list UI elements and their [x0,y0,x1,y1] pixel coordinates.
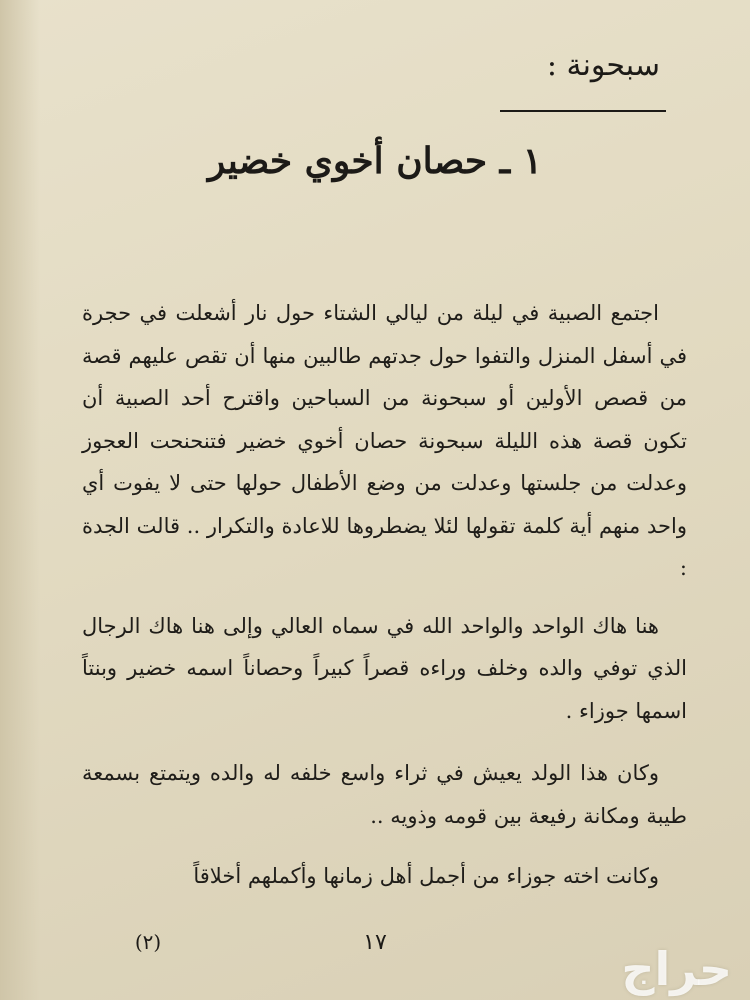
paragraph: هنا هاك الواحد والواحد الله في سماه العالي وإلى هنا هاك الرجال الذي توفي والده وخلف وراءه قصراً كبيراً وحصاناً اسمه خضير وبنتاً اسمها جوزاء . [82,613,687,723]
paragraph: وكانت اخته جوزاء من أجمل أهل زمانها وأكملهم أخلاقاً [193,864,659,888]
paragraph: اجتمع الصبية في ليلة من ليالي الشتاء حول نار أشعلت في حجرة في أسفل المنزل والتفوا حول جدتهم طالبين منها أن تقص عليهم قصة من قصص الأولين أو سبحونة من السباحين واقترح أحد الصبية أن تكون قصة هذه الليلة سبحونة حصان أخوي خضير فتنحنحت العجوز وعدلت من جلستها وعدلت من وضع الأطفال حولها حتى لا يفوت أي واحد منهم أية كلمة تقولها لئلا يضطروها للاعادة والتكرار .. قالت الجدة : [82,301,687,580]
paragraph: وكان هذا الولد يعيش في ثراء واسع خلفه له والده ويتمتع بسمعة طيبة ومكانة رفيعة بين قومه وذويه .. [82,761,687,828]
story-title: ١ ـ حصان أخوي خضير [207,140,543,182]
story-body [82,292,687,898]
page-number: ١٧ [363,930,387,955]
watermark-logo: حراج [621,942,732,996]
section-title: سبحونة : [546,48,660,83]
folio-marker: (٢) [134,930,162,954]
title-underline [500,110,666,112]
